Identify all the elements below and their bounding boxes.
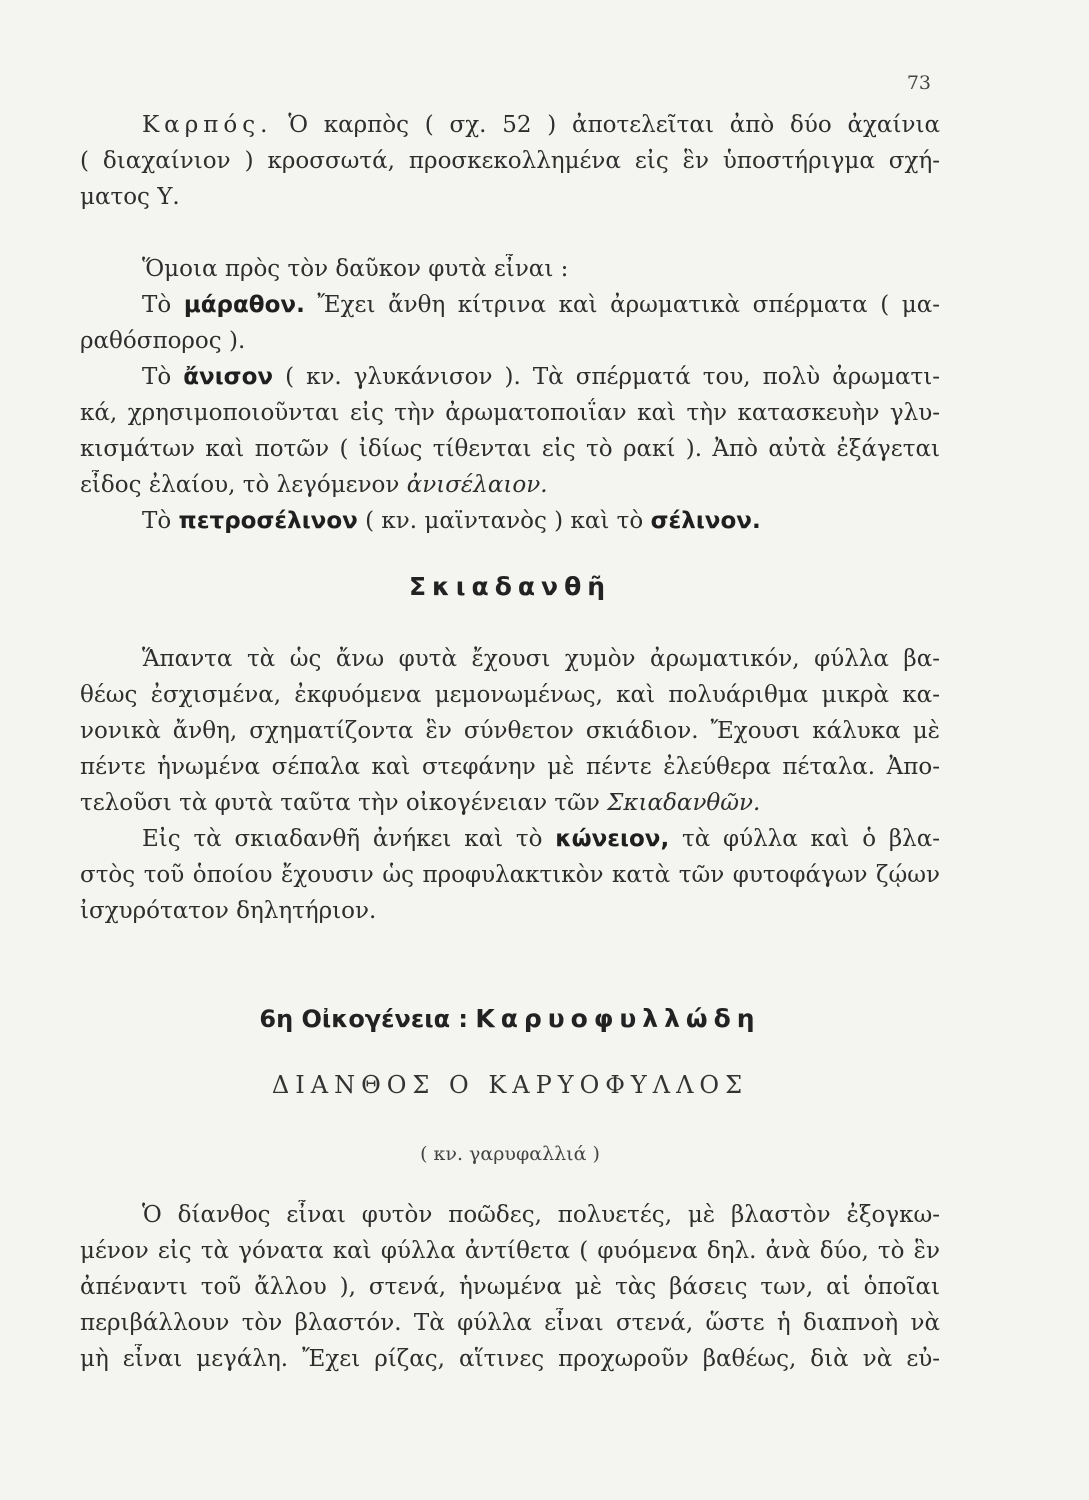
text-line	[142, 824, 940, 854]
text-fragment: ( κν. γλυκάνισον ). Τὰ σπέρματά του, πολὺ ἀρωματι-	[285, 364, 940, 390]
text-line: μὴ εἶναι μεγάλη. Ἔχει ρίζας, αἵτινες προχωροῦν βαθέως, διὰ νὰ εὐ-	[80, 1346, 940, 1372]
inline-heading: Καρπός.	[142, 112, 273, 138]
family-name: Καρυοφυλλώδη	[475, 1004, 761, 1033]
species-heading	[80, 1070, 940, 1101]
text-line	[80, 470, 940, 500]
text-line	[142, 290, 940, 320]
text-line: νονικὰ ἄνθη, σχηματίζοντα ἓν σύνθετον σκιάδιον. Ἔχουσι κάλυκα μὲ	[80, 718, 940, 744]
text-line: Ὁ δίανθος εἶναι φυτὸν ποῶδες, πολυετές, μὲ βλαστὸν ἐξογκω-	[142, 1202, 940, 1228]
family-heading	[80, 1004, 940, 1035]
text-line: περιβάλλουν τὸν βλαστόν. Τὰ φύλλα εἶναι στενά, ὥστε ἡ διαπνοὴ νὰ	[80, 1310, 940, 1336]
text-line: ἀπέναντι τοῦ ἄλλου ), στενά, ἡνωμένα μὲ τὰς βάσεις των, αἱ ὁποῖαι	[80, 1274, 940, 1300]
plant-term: ἄνισον	[183, 364, 274, 390]
text-fragment: ( κν. μαϊντανὸς ) καὶ τὸ	[365, 508, 644, 534]
text-line: ραθόσπορος ).	[80, 328, 246, 354]
text-line	[142, 506, 940, 536]
text-fragment: Ὁ καρπὸς ( σχ. 52 ) ἀποτελεῖται ἀπὸ δύο ἀχαίνια	[288, 112, 940, 138]
text-line: κά, χρησιμοποιοῦνται εἰς τὴν ἀρωματοποιΐαν καὶ τὴν κατασκευὴν γλυ-	[80, 400, 940, 426]
text-line: ( διαχαίνιον ) κροσσωτά, προσκεκολλημένα εἰς ἓν ὑποστήριγμα σχή-	[80, 148, 940, 174]
italic-term: ἀνισέλαιον.	[406, 472, 548, 498]
text-line: θέως ἐσχισμένα, ἐκφυόμενα μεμονωμένως, καὶ πολυάριθμα μικρὰ κα-	[80, 682, 940, 708]
plant-term: πετροσέλινον	[178, 508, 358, 534]
family-label: 6η Οἰκογένεια :	[259, 1005, 469, 1033]
common-name	[80, 1138, 940, 1169]
plant-term: σέλινον.	[650, 508, 761, 534]
text-line: Ἅπαντα τὰ ὡς ἄνω φυτὰ ἔχουσι χυμὸν ἀρωματικόν, φύλλα βα-	[142, 646, 940, 672]
section-heading-text: Σκιαδανθῆ	[408, 572, 612, 601]
text-line	[142, 362, 940, 392]
text-line: στὸς τοῦ ὁποίου ἔχουσιν ὡς προφυλακτικὸν κατὰ τῶν φυτοφάγων ζῴων	[80, 862, 940, 888]
text-line: μένον εἰς τὰ γόνατα καὶ φύλλα ἀντίθετα ( φυόμενα δηλ. ἀνὰ δύο, τὸ ἓν	[80, 1238, 940, 1264]
text-fragment: Ἔχει ἄνθη κίτρινα καὶ ἀρωματικὰ σπέρματα ( μα-	[317, 292, 940, 318]
text-line: πέντε ἡνωμένα σέπαλα καὶ στεφάνην μὲ πέντε ἐλεύθερα πέταλα. Ἀπο-	[80, 754, 940, 780]
page-number: 73	[906, 72, 931, 94]
text-line: ματος Υ.	[80, 184, 180, 210]
text-fragment: Τὸ	[142, 292, 172, 318]
plant-term: κώνειον,	[555, 826, 670, 852]
plant-term: μάραθον.	[183, 292, 305, 318]
text-line: κισμάτων καὶ ποτῶν ( ἰδίως τίθενται εἰς τὸ ρακί ). Ἀπὸ αὐτὰ ἐξάγεται	[80, 436, 940, 462]
text-line: ἰσχυρότατον δηλητήριον.	[80, 898, 377, 924]
text-fragment: Εἰς τὰ σκιαδανθῆ ἀνήκει καὶ τὸ	[142, 826, 543, 852]
text-line: Ὅμοια πρὸς τὸν δαῦκον φυτὰ εἶναι :	[142, 256, 569, 282]
species-name: ΔΙΑΝΘΟΣ Ο ΚΑΡΥΟΦΥΛΛΟΣ	[271, 1071, 749, 1099]
text-fragment: Τὸ	[142, 364, 172, 390]
text-line	[142, 110, 940, 140]
text-fragment: Τὸ	[142, 508, 172, 534]
text-line	[80, 788, 940, 818]
italic-term: Σκιαδανθῶν.	[607, 790, 761, 816]
text-fragment: εἶδος ἐλαίου, τὸ λεγόμενον	[80, 472, 400, 498]
section-heading	[80, 572, 940, 603]
common-name-text: ( κν. γαρυφαλλιά )	[420, 1143, 600, 1165]
text-fragment: τὰ φύλλα καὶ ὁ βλα-	[681, 826, 940, 852]
text-fragment: τελοῦσι τὰ φυτὰ ταῦτα τὴν οἰκογένειαν τῶν	[80, 790, 600, 816]
